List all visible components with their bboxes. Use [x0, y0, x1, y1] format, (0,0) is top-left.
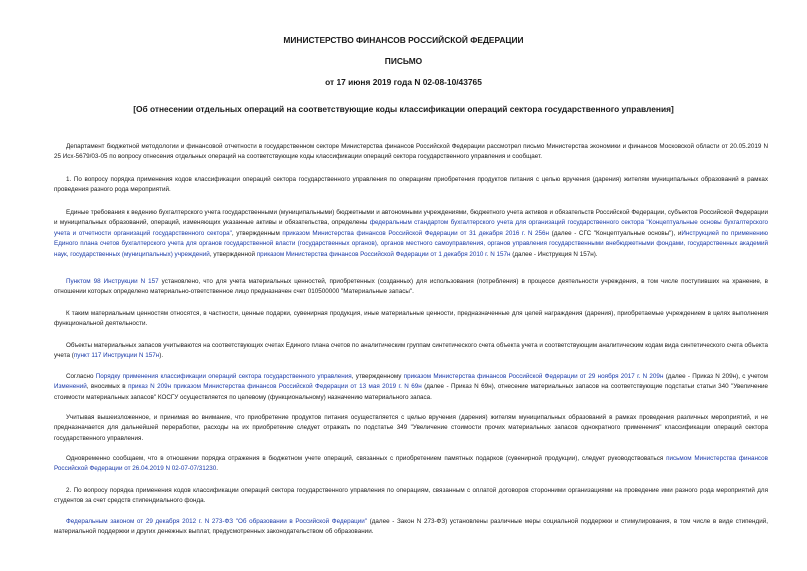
paragraph-text: , утвержденной — [209, 250, 257, 258]
link-order-69n[interactable]: приказом Министерства финансов Российской Федерации от 13 мая 2019 г. N 69н — [173, 383, 422, 391]
paragraph-point-98 — [54, 277, 768, 298]
link-amendments[interactable]: Изменений — [54, 383, 87, 391]
paragraph-text: Единые требования к ведению бухгалтерского учета государственными (муниципальными) бюджетными и автономными учреждениями, бюджетного учета активов и обязательств Российской Федерации, субъектов Российской Федерации и муниципальных образований, операций, изменяющих указанные активы и обязательства, определены — [54, 209, 768, 227]
paragraph-conclusion — [54, 413, 768, 444]
paragraph-question-2 — [54, 486, 768, 507]
link-law-273fz[interactable]: Федеральным законом от 29 декабря 2012 г. N 273-ФЗ "Об образовании в Российской Федерации" — [66, 518, 368, 525]
paragraph-requirements — [54, 208, 768, 260]
paragraph-text: установлено, что для учета материальных ценностей, приобретенных (созданных) для использования (потребления) в процессе деятельности учреждения, в том числе поступивших на хранение, в отношении которых определено материально-ответственное лицо предназначен счет 010500000 "Материальные запасы". — [54, 278, 768, 296]
paragraph-text: К таким материальным ценностям относятся, в частности, ценные подарки, сувенирная продукция, иные материальные ценности, предназначенные для целей награждения (дарения), приобретаемые учреждением в целях выполнения функциональной деятельности. — [54, 310, 768, 328]
paragraph-text: Департамент бюджетной методологии и финансовой отчетности в государственном секторе Министерства финансов Российской Федерации рассмотрел письмо Министерства экономики и финансов Московской области от 20.05.2019 N 25 Исх-5679/03-05 по вопросу отнесения отдельных операций на соответствующие коды классификации операций сектора государственного управления и сообщает. — [54, 143, 768, 161]
paragraph-kosgu-order — [54, 372, 768, 403]
paragraph-text: Согласно — [66, 373, 96, 380]
paragraph-text: 2. По вопросу порядка применения кодов классификации операций сектора государственного управления по операциям, связанным с оплатой договоров сторонними организациями на проведение ими разного рода мероприятий для студентов за счет средств стипендиального фонда. — [54, 487, 768, 505]
paragraph-inventory-accounting — [54, 341, 768, 362]
link-order-256n[interactable]: приказом Министерства финансов Российской Федерации от 31 декабря 2016 г. N 256н — [282, 229, 550, 237]
paragraph-text: (далее - Закон N 273-ФЗ) установлены различные меры социальной поддержки и стимулирования, в том числе в виде стипендий, материальной поддержки и других денежных выплат, предусмотренных законодательством об образовании. — [54, 518, 768, 536]
link-letter-31230[interactable]: письмом Министерства финансов Российской Федерации от 26.04.2019 N 02-07-07/31230 — [54, 455, 768, 473]
paragraph-text: (далее - Приказ N 69н), отнесение материальных запасов на соответствующие подстатьи статьи 340 "Увеличение стоимости материальных запасов" КОСГУ осуществляется по целевому (функциональному) назначению материального запаса. — [54, 383, 769, 401]
link-point-117[interactable]: пункт 117 Инструкции N 157н — [73, 352, 160, 360]
link-fss-conceptual-basis[interactable]: федеральным стандартом бухгалтерского учета для организаций государственного сектора "Концептуальные основы бухгалтерского учета и отчетности организаций государственного сектора" — [54, 219, 768, 237]
paragraph-text: Учитывая вышеизложенное, и принимая во внимание, что приобретение продуктов питания осуществляется с целью вручения (дарения) жителям муниципальных образований в рамках проведения различных мероприятий, и не предназначается для дальнейшей переработки, расходы на их приобретение следует отражать по подстатье 349 "Увеличение стоимости прочих материальных запасов однократного применения" классификации операций сектора государственного управления. — [54, 414, 768, 442]
paragraph-souvenirs — [54, 454, 768, 475]
paragraph-valuables — [54, 309, 768, 330]
paragraph-text: (далее - СГС "Концептуальные основы"), и — [549, 229, 682, 237]
paragraph-text: Объекты материальных запасов учитываются на соответствующих счетах Единого плана счетов по аналитическим группам синтетического счета объекта учета и соответствующим аналитическим кодам вида синтетического счета объекта учета ( — [54, 342, 768, 360]
document-subject: [Об отнесении отдельных операций на соответствующие коды классификации операций сектора государственного управления] — [133, 104, 674, 114]
paragraph-text: ). — [159, 352, 164, 360]
paragraph-question-1 — [54, 175, 768, 196]
paragraph-text: , вносимых в — [86, 383, 129, 391]
link-kosgu-procedure[interactable]: Порядку применения классификации операций сектора государственного управления — [95, 373, 352, 380]
paragraph-text: , утвержденному — [351, 373, 404, 380]
link-order-209n-short[interactable]: приказ N 209н — [128, 383, 172, 391]
document-date-number: от 17 июня 2019 года N 02-08-10/43765 — [325, 77, 482, 87]
paragraph-text: . — [216, 465, 218, 473]
paragraph-text: 1. По вопросу порядка применения кодов классификации операций сектора государственного управления по операциям приобретения продуктов питания с целью вручения (дарения) жителям муниципальных образований в рамках проведения разного рода мероприятий. — [54, 176, 768, 194]
paragraph-text: (далее - Приказ N 209н), с учетом — [663, 373, 769, 380]
paragraph-text: Одновременно сообщаем, что в отношении порядка отражения в бюджетном учете операций, связанных с приобретением памятных подарков (сувенирной продукции), следует руководствоваться — [66, 455, 667, 462]
document-type: ПИСЬМО — [384, 56, 423, 66]
ministry-title: МИНИСТЕРСТВО ФИНАНСОВ РОССИЙСКОЙ ФЕДЕРАЦИИ — [283, 35, 524, 45]
paragraph-intro — [54, 142, 768, 163]
paragraph-education-law — [54, 517, 768, 538]
link-instruction-157n[interactable]: Инструкцией по применению Единого плана счетов бухгалтерского учета для органов государственной власти (государственных органов), органов местного самоуправления, органов управления государственными внебюджетными фондами, государственных академий наук, государственных (муниципальных) учреждений — [54, 229, 768, 258]
paragraph-text: , утвержденным — [231, 229, 283, 237]
link-point-98[interactable]: Пунктом 98 Инструкции N 157 — [66, 278, 159, 285]
paragraph-text: (далее - Инструкция N 157н). — [510, 250, 598, 258]
link-order-209n[interactable]: приказом Министерства финансов Российской Федерации от 29 ноября 2017 г. N 209н — [403, 373, 664, 380]
link-order-157n[interactable]: приказом Министерства финансов Российской Федерации от 1 декабря 2010 г. N 157н — [256, 250, 511, 258]
